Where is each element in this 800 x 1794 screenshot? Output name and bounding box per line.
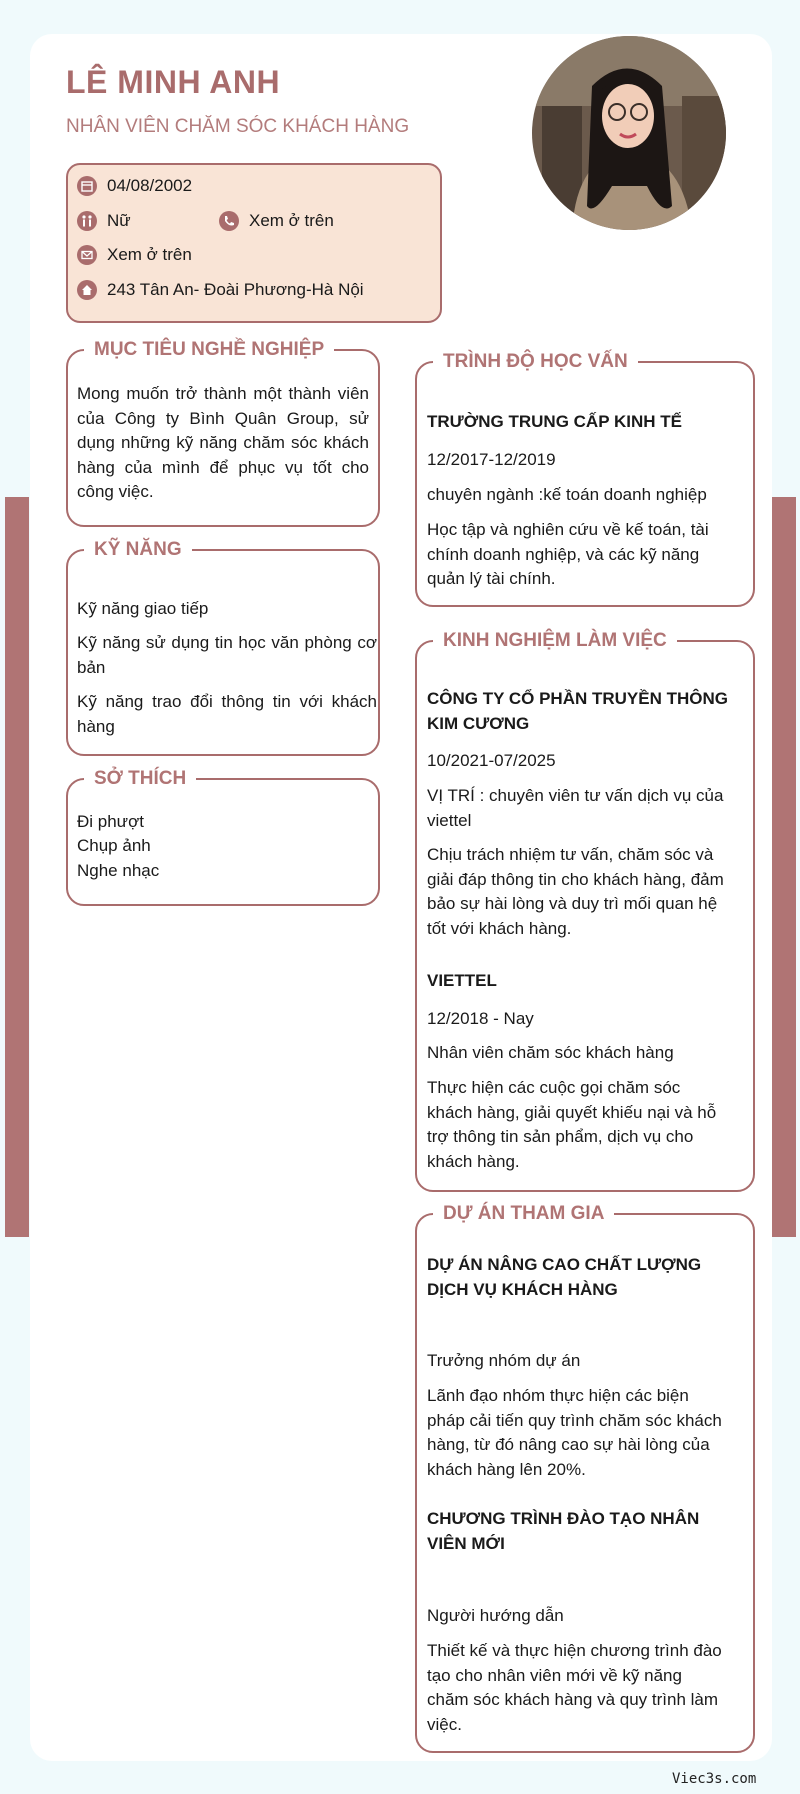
birthday-value: 04/08/2002 — [107, 176, 193, 195]
home-icon — [76, 279, 98, 301]
skill-item: Kỹ năng sử dụng tin học văn phòng cơ bản — [77, 633, 377, 677]
candidate-name: LÊ MINH ANH — [66, 64, 281, 100]
job-description: Thực hiện các cuộc gọi chăm sóc khách hàng, giải quyết khiếu nại và hỗ trợ thông tin sản phẩm, dịch vụ cho khách hàng. — [427, 1078, 717, 1171]
job-title: NHÂN VIÊN CHĂM SÓC KHÁCH HÀNG — [66, 116, 410, 137]
job-period: 10/2021-07/2025 — [427, 751, 556, 770]
education-major: chuyên ngành :kế toán doanh nghiệp — [427, 485, 707, 504]
project-role: Người hướng dẫn — [427, 1606, 564, 1625]
job-company: CÔNG TY CỔ PHẦN TRUYỀN THÔNG KIM CƯƠNG — [427, 689, 728, 733]
project-role: Trưởng nhóm dự án — [427, 1351, 581, 1370]
birthday-row — [76, 175, 192, 197]
hobby-item: Đi phượt — [77, 812, 144, 831]
email-row — [76, 244, 192, 266]
phone-value: Xem ở trên — [249, 211, 334, 230]
gender-row — [76, 210, 131, 232]
project-description: Lãnh đạo nhóm thực hiện các biện pháp cải tiến quy trình chăm sóc khách hàng, từ đó nâng cao sự hài lòng của khách hàng lên 20%. — [427, 1386, 722, 1479]
objective-title: MỤC TIÊU NGHỀ NGHIỆP — [84, 338, 334, 362]
watermark: Viec3s.com — [672, 1771, 757, 1787]
right-accent-bar — [772, 497, 796, 1237]
project-description: Thiết kế và thực hiện chương trình đào tạo cho nhân viên mới về kỹ năng chăm sóc khách hàng và quy trình làm việc. — [427, 1641, 722, 1734]
job-company: VIETTEL — [427, 971, 497, 990]
project-name: CHƯƠNG TRÌNH ĐÀO TẠO NHÂN VIÊN MỚI — [427, 1509, 700, 1553]
job-position: Nhân viên chăm sóc khách hàng — [427, 1043, 674, 1062]
education-title: TRÌNH ĐỘ HỌC VẤN — [433, 350, 638, 374]
projects-title: DỰ ÁN THAM GIA — [433, 1202, 614, 1226]
email-value: Xem ở trên — [107, 245, 192, 264]
education-description: Học tập và nghiên cứu về kế toán, tài chính doanh nghiệp, và các kỹ năng quản lý tài chính. — [427, 520, 709, 588]
avatar — [532, 36, 726, 230]
left-accent-bar — [5, 497, 29, 1237]
skill-item: Kỹ năng giao tiếp — [77, 599, 209, 618]
job-period: 12/2018 - Nay — [427, 1009, 534, 1028]
job-position: VỊ TRÍ : chuyên viên tư vấn dịch vụ của viettel — [427, 786, 724, 830]
gender-value: Nữ — [107, 211, 131, 230]
skills-title: KỸ NĂNG — [84, 538, 192, 562]
project-name: DỰ ÁN NÂNG CAO CHẤT LƯỢNG DỊCH VỤ KHÁCH HÀNG — [427, 1255, 702, 1299]
gender-icon — [76, 210, 98, 232]
hobby-item: Chụp ảnh — [77, 836, 151, 855]
address-value: 243 Tân An- Đoài Phương-Hà Nội — [107, 280, 364, 299]
experience-title: KINH NGHIỆM LÀM VIỆC — [433, 629, 677, 653]
phone-row — [218, 210, 334, 232]
school-name: TRƯỜNG TRUNG CẤP KINH TẾ — [427, 412, 682, 431]
email-icon — [76, 244, 98, 266]
calendar-icon — [76, 175, 98, 197]
objective-text: Mong muốn trở thành một thành viên của Công ty Bình Quân Group, sử dụng những kỹ năng chăm sóc khách hàng của mình để phục vụ tốt cho công việc. — [77, 384, 369, 501]
skill-item: Kỹ năng trao đổi thông tin với khách hàng — [77, 692, 377, 736]
hobbies-title: SỞ THÍCH — [84, 767, 196, 791]
hobby-item: Nghe nhạc — [77, 861, 160, 880]
job-description: Chịu trách nhiệm tư vấn, chăm sóc và giải đáp thông tin cho khách hàng, đảm bảo sự hài lòng và duy trì mối quan hệ tốt với khách hàng. — [427, 845, 724, 938]
education-period: 12/2017-12/2019 — [427, 450, 556, 469]
address-row — [76, 279, 364, 301]
phone-icon — [218, 210, 240, 232]
